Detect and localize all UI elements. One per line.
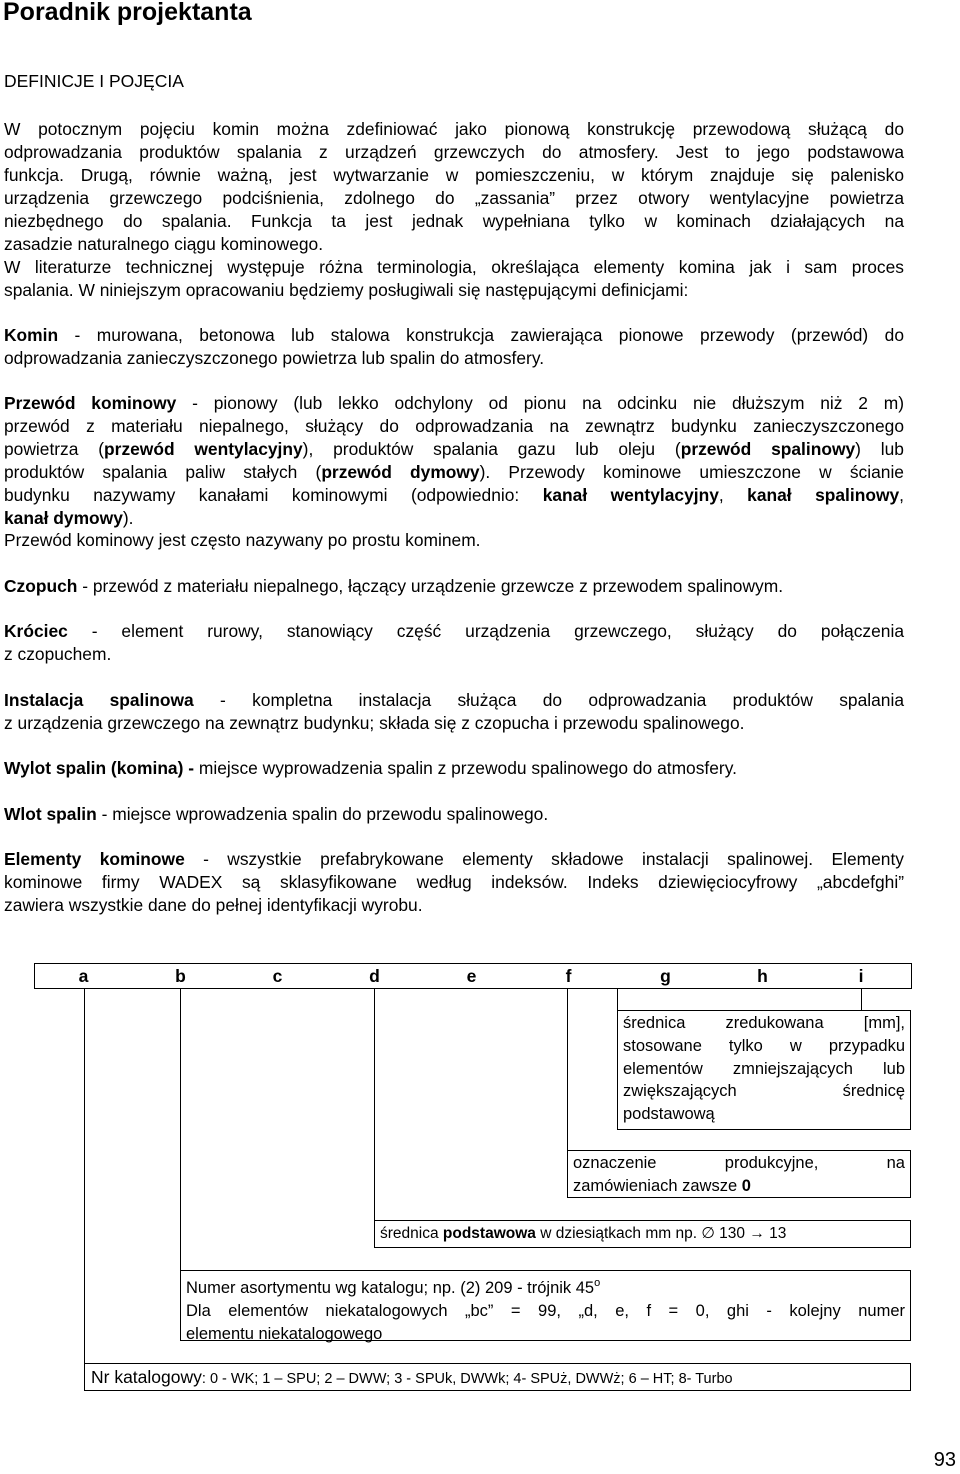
definition-text: - murowana, betonowa lub stalowa konstrukcja zawierająca pionowe przewody (przewód) do <box>58 325 904 345</box>
text-line: oznaczenie produkcyjne, na <box>573 1154 905 1172</box>
text-line: W potocznym pojęciu komin można zdefiniować jako pionową konstrukcję przewodową służącą do <box>4 119 904 139</box>
text: w dziesiątkach mm np. <box>535 1225 702 1242</box>
arrow-right-icon: → <box>749 1225 765 1242</box>
definition-krociec <box>4 620 904 666</box>
definition-wlot-spalin <box>4 803 904 826</box>
index-letter-a: a <box>78 966 89 986</box>
section-heading: DEFINICJE I POJĘCIA <box>4 71 184 91</box>
text: ). Przewody kominowe umieszczone w ścianie <box>479 461 904 482</box>
index-letter-f: f <box>565 966 572 986</box>
box-hi-description <box>617 1010 911 1130</box>
term: Przewód kominowy <box>4 393 177 413</box>
term: kanał dymowy <box>4 507 123 528</box>
text: Numer asortymentu wg katalogu; np. (2) 209 - trójnik 45 <box>186 1279 595 1297</box>
text-line: przewód z materiału niepalnego, służący do odprowadzania na zewnątrz budynku zanieczyszczonego <box>4 415 904 436</box>
connector-g <box>567 988 568 1151</box>
text: powietrza ( <box>4 438 105 459</box>
text-line: zawiera wszystkie dane do pełnej identyfikacji wyrobu. <box>4 894 423 915</box>
term: przewód wentylacyjny <box>104 438 303 459</box>
index-letter-d: d <box>369 966 380 986</box>
definition-text: - kompletna instalacja służąca do odprowadzania produktów spalania <box>193 690 904 710</box>
term: Czopuch <box>4 576 78 596</box>
term: Elementy kominowe <box>4 849 185 869</box>
index-letter-c: c <box>272 966 283 986</box>
text-line: elementu niekatalogowego <box>186 1324 383 1343</box>
text: , <box>899 484 904 505</box>
term: Wlot spalin <box>4 804 97 824</box>
text-line: W literaturze technicznej występuje różna terminologia, określająca elementy komina jak i sam proces <box>4 257 904 277</box>
text-line: kominowe firmy WADEX są sklasyfikowane według indeksów. Indeks dziewięciocyfrowy „abcdefghi” <box>4 871 904 892</box>
definition-text: - pionowy (lub lekko odchylony od pionu na odcinku nie dłuższym niż 2 m) <box>176 393 904 413</box>
text: produktów spalania paliw stałych ( <box>4 461 322 482</box>
index-letter-e: e <box>466 966 477 986</box>
text: ). <box>122 507 134 528</box>
text: ) lub <box>855 438 904 459</box>
term: Wylot spalin (komina) - <box>4 758 195 778</box>
page-title: Poradnik projektanta <box>3 0 252 26</box>
definition-text: - element rurowy, stanowiący część urządzenia grzewczego, służący do połączenia <box>67 621 904 641</box>
term: Instalacja spalinowa <box>4 690 194 710</box>
text-line: z czopuchem. <box>4 643 112 664</box>
definition-czopuch <box>4 575 904 598</box>
diameter-icon: ∅ <box>701 1225 715 1242</box>
index-letter-g: g <box>660 966 671 986</box>
text: średnica <box>380 1225 443 1242</box>
text-line: spalania. W niniejszym opracowaniu będziemy posługiwali się następującymi definicjami: <box>4 279 689 300</box>
box-def-description <box>374 1220 911 1248</box>
label: Nr katalogowy <box>91 1367 202 1387</box>
definition-komin <box>4 324 904 370</box>
text-line: Przewód kominowy jest często nazywany po prostu kominem. <box>4 530 481 551</box>
text: : 0 - WK; 1 – SPU; 2 – DWW; 3 - SPUk, DWWk; 4- SPUż, DWWż; 6 – HT; 8- Turbo <box>201 1371 733 1387</box>
index-header-row <box>34 963 912 989</box>
text: budynku nazywamy kanałami kominowymi (odpowiednio: <box>4 484 543 505</box>
definition-text: - wszystkie prefabrykowane elementy składowe instalacji spalinowej. Elementy <box>184 849 904 869</box>
index-letter-h: h <box>757 966 768 986</box>
text-line: Dla elementów niekatalogowych „bc” = 99, „d, e, f = 0, ghi - kolejny numer <box>186 1301 905 1320</box>
text-line: funkcja. Drugą, równie ważną, jest wytwarzanie w pomieszczeniu, w którym znajduje się palenisko <box>4 164 904 185</box>
box-a-description <box>84 1363 911 1391</box>
text-line: elementów zmniejszających lub <box>623 1059 905 1078</box>
text-line: podstawową <box>623 1105 715 1124</box>
term: Komin <box>4 325 59 345</box>
value: 0 <box>741 1176 751 1195</box>
definition-instalacja-spalinowa <box>4 689 904 735</box>
definition-text: - przewód z materiału niepalnego, łączący urządzenie grzewcze z przewodem spalinowym. <box>77 576 784 596</box>
box-g-description <box>567 1150 911 1198</box>
text: 130 <box>714 1225 750 1242</box>
box-bc-description <box>180 1270 911 1341</box>
term: przewód dymowy <box>321 461 480 482</box>
page-number: 93 <box>933 1449 956 1471</box>
text-line: średnica zredukowana [mm], <box>623 1014 905 1032</box>
definition-elementy-kominowe <box>4 848 904 917</box>
intro-paragraph-2 <box>4 256 904 302</box>
text-line: z urządzenia grzewczego na zewnątrz budynku; składa się z czopucha i przewodu spalinowego. <box>4 712 745 733</box>
term: przewód spalinowy <box>680 438 856 459</box>
definition-przewod-kominowy <box>4 392 904 552</box>
term: kanał spalinowy <box>747 484 900 505</box>
degree-sup: o <box>594 1277 601 1289</box>
intro-paragraph-1 <box>4 118 904 255</box>
definition-text: - miejsce wprowadzenia spalin do przewodu spalinowego. <box>96 804 549 824</box>
connector-def <box>374 988 375 1221</box>
term: Króciec <box>4 621 68 641</box>
text-line: zwiększających średnicę <box>623 1082 905 1101</box>
text-line: urządzenia grzewczego podciśnienia, zdolnego do „zassania” przez otwory wentylacyjne powietrza <box>4 187 904 208</box>
text-line: odprowadzania zanieczyszczonego powietrza lub spalin do atmosfery. <box>4 347 545 368</box>
text-line: niezbędnego do spalania. Funkcja ta jest jednak wypełniana tylko w kominach działających na <box>4 210 904 231</box>
text: , <box>718 484 748 505</box>
index-letter-i: i <box>858 966 864 986</box>
connector-a <box>84 988 85 1366</box>
connector-hi-right <box>861 988 862 1011</box>
index-letter-b: b <box>175 966 186 986</box>
text-line: zasadzie naturalnego ciągu kominowego. <box>4 233 324 254</box>
text: 13 <box>764 1225 787 1242</box>
connector-bc <box>180 988 181 1271</box>
definition-wylot-spalin <box>4 757 904 780</box>
definition-text: miejsce wyprowadzenia spalin z przewodu spalinowego do atmosfery. <box>194 758 737 778</box>
text-line: stosowane tylko w przypadku <box>623 1036 905 1055</box>
term: podstawowa <box>442 1225 536 1242</box>
term: kanał wentylacyjny <box>542 484 719 505</box>
text-line: odprowadzania produktów spalania z urządzeń grzewczych do atmosfery. Jest to jego podstawowa <box>4 141 904 162</box>
text: ), produktów spalania gazu lub oleju ( <box>302 438 681 459</box>
connector-hi <box>617 988 618 1011</box>
text: zamówieniach zawsze <box>573 1176 742 1195</box>
